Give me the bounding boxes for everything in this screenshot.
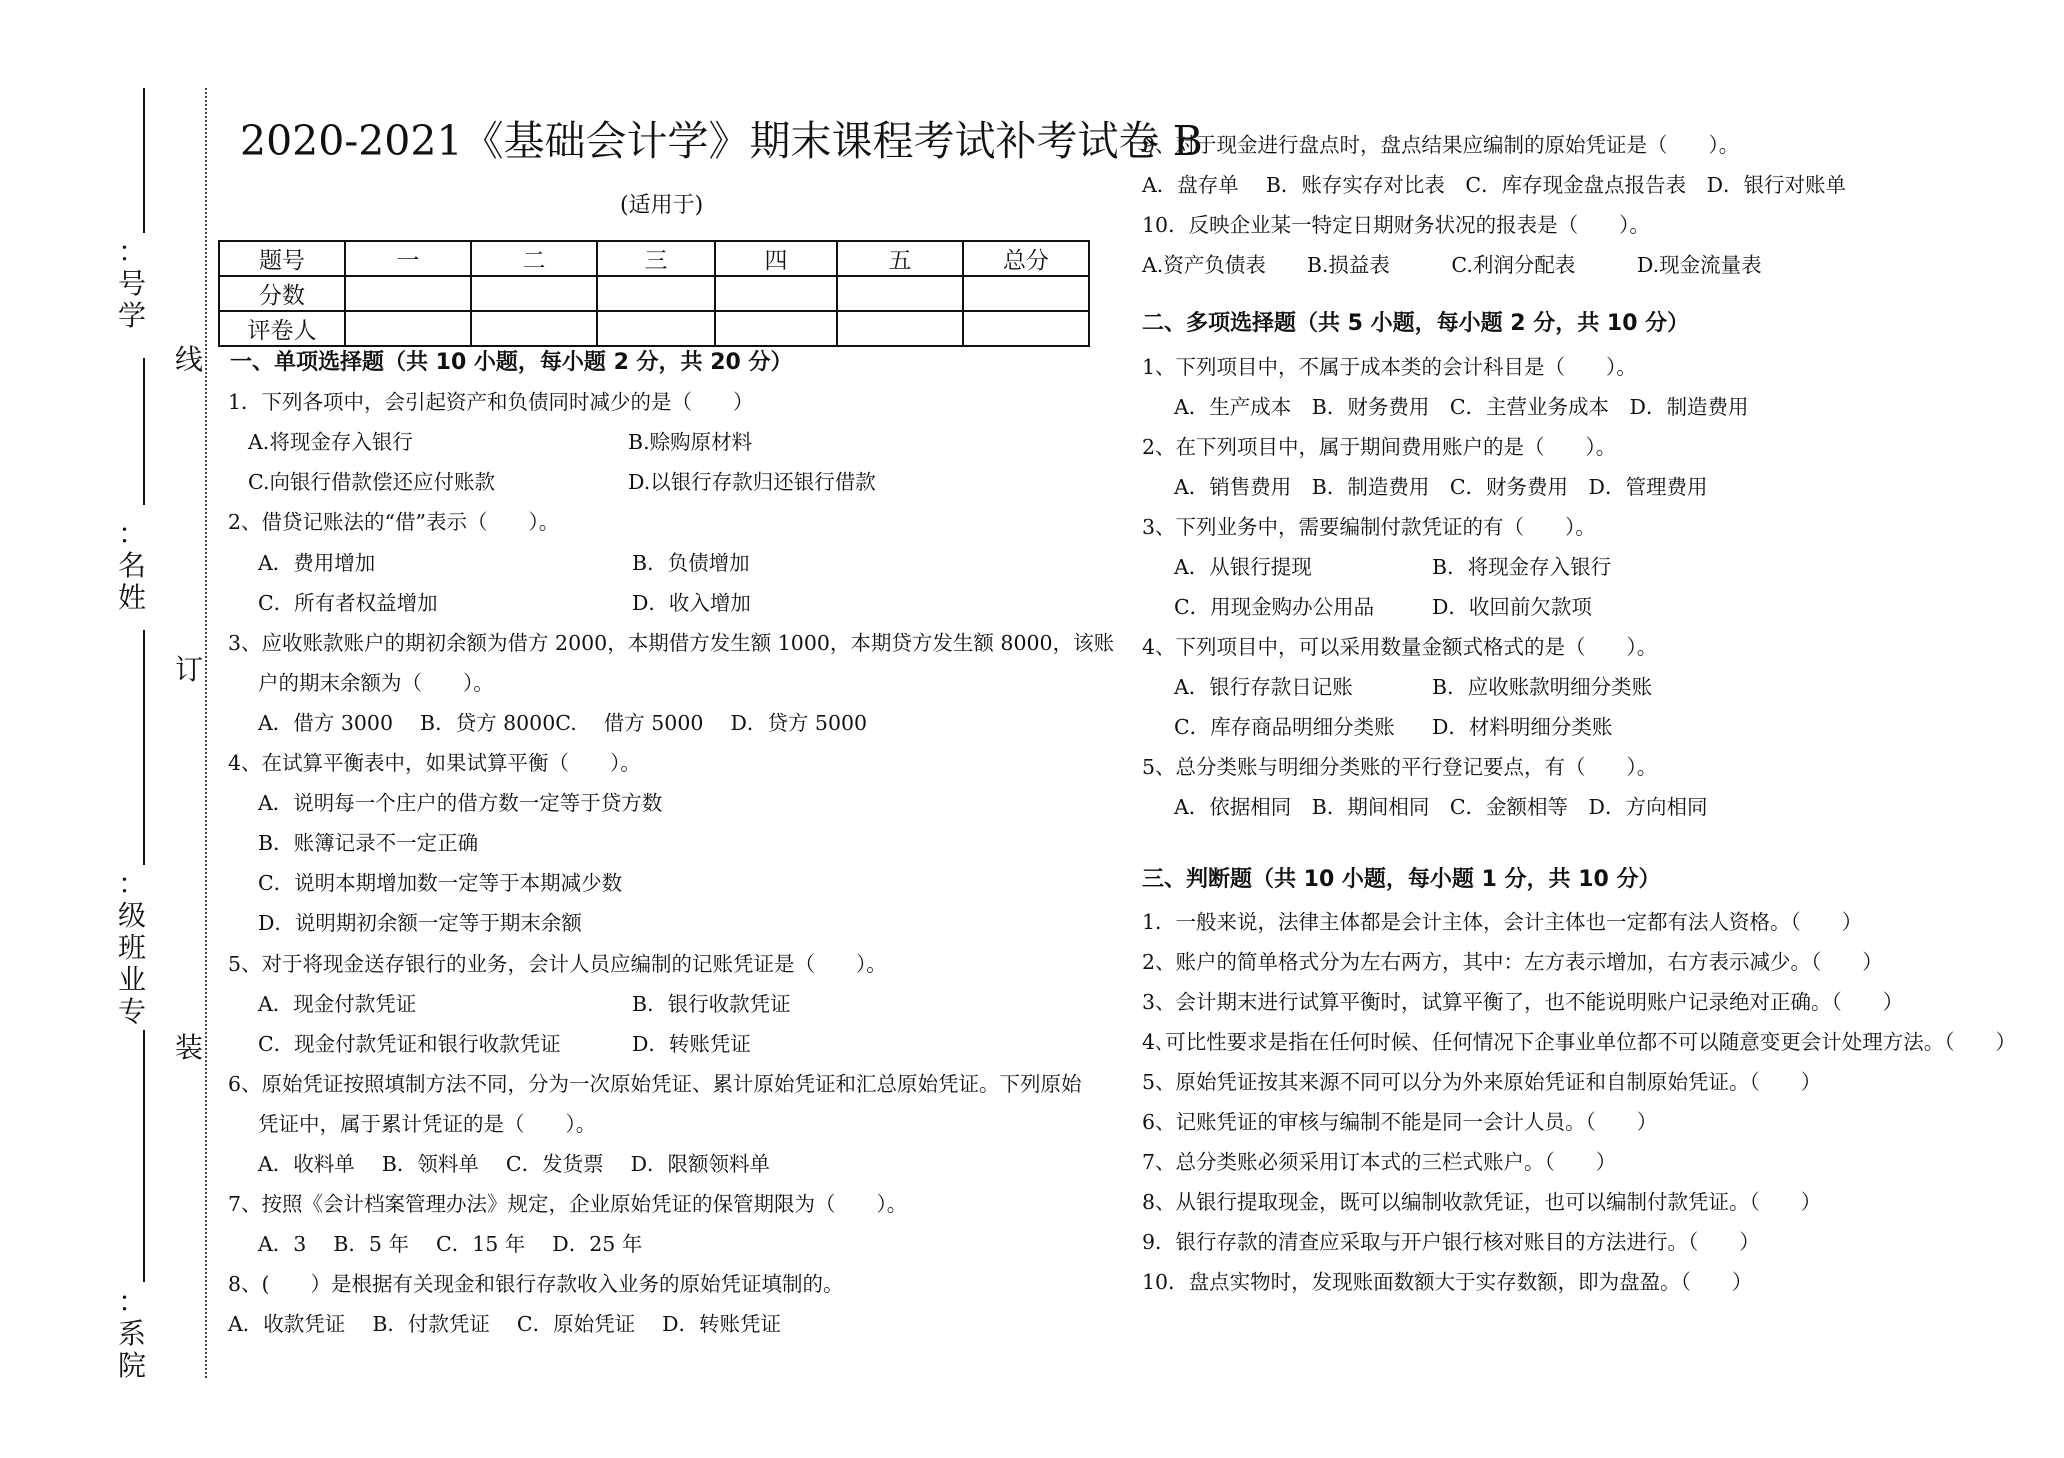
binding-word-zhuang: 装 (175, 1031, 204, 1064)
binding-line-1 (143, 88, 145, 233)
grader-cell[interactable] (345, 311, 471, 346)
score-table-header-cell: 题号 (219, 241, 345, 276)
question-text: 6、记账凭证的审核与编制不能是同一会计人员。（ ） (1142, 1110, 1658, 1134)
binding-line-3 (143, 630, 145, 865)
question-text: 4､可比性要求是指在任何时候、任何情况下企事业单位都不可以随意变更会计处理方法。（ ） (1142, 1030, 2017, 1054)
question-text: 7、总分类账必须采用订本式的三栏式账户。（ ） (1142, 1150, 1617, 1174)
question-option: 凭证中，属于累计凭证的是（ ）。 (258, 1111, 597, 1136)
question-option: D．收入增加 (632, 590, 751, 615)
binding-line-2 (143, 358, 145, 505)
name-label: ： 名 姓 (117, 517, 146, 614)
question-text: 6、原始凭证按照填制方法不同，分为一次原始凭证、累计原始凭证和汇总原始凭证。下列原始 (228, 1071, 1082, 1096)
question-text: 2、借贷记账法的“借”表示（ ）。 (228, 510, 560, 535)
question-option: A．从银行提现 (1174, 555, 1312, 579)
question-option: A．银行存款日记账 (1174, 675, 1353, 699)
question-option: B．银行收款凭证 (632, 991, 791, 1016)
section-heading: 一、单项选择题（共 10 小题，每小题 2 分，共 20 分） (230, 350, 793, 375)
question-option: B．应收账款明细分类账 (1432, 675, 1653, 699)
question-option: A．说明每一个庄户的借方数一定等于贷方数 (258, 791, 663, 816)
major-class-label: ： 级 班 业 专 (117, 867, 146, 1028)
question-text: 8、( ）是根据有关现金和银行存款收入业务的原始凭证填制的。 (228, 1272, 844, 1297)
question-option: B．账簿记录不一定正确 (258, 831, 479, 856)
score-table-row (219, 276, 1089, 311)
binding-word-ding: 订 (175, 653, 204, 686)
question-option: A．费用增加 (258, 550, 376, 575)
question-text: 9、对于现金进行盘点时，盘点结果应编制的原始凭证是（ ）。 (1142, 133, 1740, 157)
question-option: C．用现金购办公用品 (1174, 595, 1375, 619)
question-option: D．材料明细分类账 (1432, 715, 1613, 739)
question-text: 3、应收账款账户的期初余额为借方 2000，本期借方发生额 1000，本期贷方发生额 8000，该账 (228, 630, 1115, 655)
grader-cell[interactable] (715, 311, 837, 346)
question-text: 5、对于将现金送存银行的业务，会计人员应编制的记账凭证是（ ）。 (228, 951, 887, 976)
question-text: 8、从银行提取现金，既可以编制收款凭证，也可以编制付款凭证。（ ） (1142, 1190, 1822, 1214)
question-option: A．现金付款凭证 (258, 991, 417, 1016)
score-cell[interactable] (345, 276, 471, 311)
score-table-row-label: 评卷人 (219, 311, 345, 346)
question-text: 1．一般来说，法律主体都是会计主体，会计主体也一定都有法人资格。（ ） (1142, 910, 1863, 934)
question-option: B.赊购原材料 (628, 430, 753, 455)
question-text: 3、下列业务中，需要编制付款凭证的有（ ）。 (1142, 515, 1596, 539)
score-table-header-cell: 二 (471, 241, 597, 276)
score-cell[interactable] (715, 276, 837, 311)
question-text: 2、账户的简单格式分为左右两方，其中：左方表示增加，右方表示减少。（ ） (1142, 950, 1883, 974)
score-cell[interactable] (837, 276, 963, 311)
binding-word-xian: 线 (175, 343, 204, 376)
score-table-header-cell: 五 (837, 241, 963, 276)
department-label: ： 系 院 (117, 1285, 146, 1382)
question-text: 5、总分类账与明细分类账的平行登记要点，有（ ）。 (1142, 755, 1658, 779)
score-table-header-cell: 总分 (963, 241, 1089, 276)
grader-table-row (219, 311, 1089, 346)
question-text: 3、会计期末进行试算平衡时，试算平衡了，也不能说明账户记录绝对正确。（ ） (1142, 990, 1904, 1014)
question-option: D．转账凭证 (632, 1031, 751, 1056)
question-option: 户的期末余额为（ ）。 (258, 670, 494, 695)
question-option: A．生产成本 B．财务费用 C．主营业务成本 D．制造费用 (1174, 395, 1749, 419)
question-text: 10．盘点实物时，发现账面数额大于实存数额，即为盘盈。（ ） (1142, 1270, 1753, 1294)
score-table-row-label: 分数 (219, 276, 345, 311)
question-option: A．借方 3000 B．贷方 8000C. 借方 5000 D．贷方 5000 (258, 710, 868, 735)
question-option: C．库存商品明细分类账 (1174, 715, 1395, 739)
score-cell[interactable] (597, 276, 715, 311)
student-id-label: ： 号 学 (117, 235, 146, 332)
question-text: 5、原始凭证按其来源不同可以分为外来原始凭证和自制原始凭证。（ ） (1142, 1070, 1822, 1094)
question-option: A．依据相同 B．期间相同 C．金额相等 D．方向相同 (1174, 795, 1708, 819)
score-table-header-row (219, 241, 1089, 276)
score-cell[interactable] (471, 276, 597, 311)
grader-cell[interactable] (597, 311, 715, 346)
question-text: A．盘存单 B．账存实存对比表 C．库存现金盘点报告表 D．银行对账单 (1142, 173, 1847, 197)
question-text: A.资产负债表 B.损益表 C.利润分配表 D.现金流量表 (1142, 253, 1762, 277)
question-text: 2、在下列项目中，属于期间费用账户的是（ ）。 (1142, 435, 1617, 459)
binding-dotted-line (205, 88, 207, 1378)
score-table-header-cell: 一 (345, 241, 471, 276)
question-option: C．说明本期增加数一定等于本期减少数 (258, 871, 623, 896)
exam-title: 2020-2021《基础会计学》期末课程考试补考试卷 B (240, 117, 1203, 165)
question-text: 1、下列项目中，不属于成本类的会计科目是（ ）。 (1142, 355, 1637, 379)
score-table-header-cell: 四 (715, 241, 837, 276)
question-option: D.以银行存款归还银行借款 (628, 470, 876, 495)
grader-cell[interactable] (837, 311, 963, 346)
question-option: A．3 B．5 年 C．15 年 D．25 年 (258, 1232, 643, 1257)
question-option: A．收料单 B．领料单 C．发货票 D．限额领料单 (258, 1152, 771, 1176)
question-text: 1．下列各项中，会引起资产和负债同时减少的是（ ） (228, 390, 754, 415)
question-text: 9．银行存款的清查应采取与开户银行核对账目的方法进行。（ ） (1142, 1230, 1760, 1254)
section-heading: 三、判断题（共 10 小题，每小题 1 分，共 10 分） (1142, 867, 1661, 892)
question-option: C．现金付款凭证和银行收款凭证 (258, 1031, 561, 1056)
question-option: D．说明期初余额一定等于期末余额 (258, 911, 582, 936)
question-text: 4、下列项目中，可以采用数量金额式格式的是（ ）。 (1142, 635, 1658, 659)
section-heading: 二、多项选择题（共 5 小题，每小题 2 分，共 10 分） (1142, 311, 1690, 336)
score-table (218, 240, 1090, 347)
score-table-header-cell: 三 (597, 241, 715, 276)
question-option: A.将现金存入银行 (248, 430, 413, 455)
question-option: A．销售费用 B．制造费用 C．财务费用 D．管理费用 (1174, 475, 1708, 499)
question-text: 10．反映企业某一特定日期财务状况的报表是（ ）。 (1142, 213, 1650, 237)
question-option: C．所有者权益增加 (258, 590, 438, 615)
grader-cell[interactable] (963, 311, 1089, 346)
question-option: D．收回前欠款项 (1432, 595, 1592, 619)
exam-subtitle: (适用于) (620, 193, 704, 218)
question-text: 4、在试算平衡表中，如果试算平衡（ ）。 (228, 751, 641, 775)
question-option: C.向银行借款偿还应付账款 (248, 470, 495, 495)
grader-cell[interactable] (471, 311, 597, 346)
question-text: A．收款凭证 B．付款凭证 C．原始凭证 D．转账凭证 (228, 1312, 782, 1337)
question-option: B．将现金存入银行 (1432, 555, 1612, 579)
question-text: 7、按照《会计档案管理办法》规定，企业原始凭证的保管期限为（ ）。 (228, 1192, 908, 1217)
score-cell[interactable] (963, 276, 1089, 311)
binding-line-4 (143, 1030, 145, 1282)
question-option: B．负债增加 (632, 550, 750, 575)
